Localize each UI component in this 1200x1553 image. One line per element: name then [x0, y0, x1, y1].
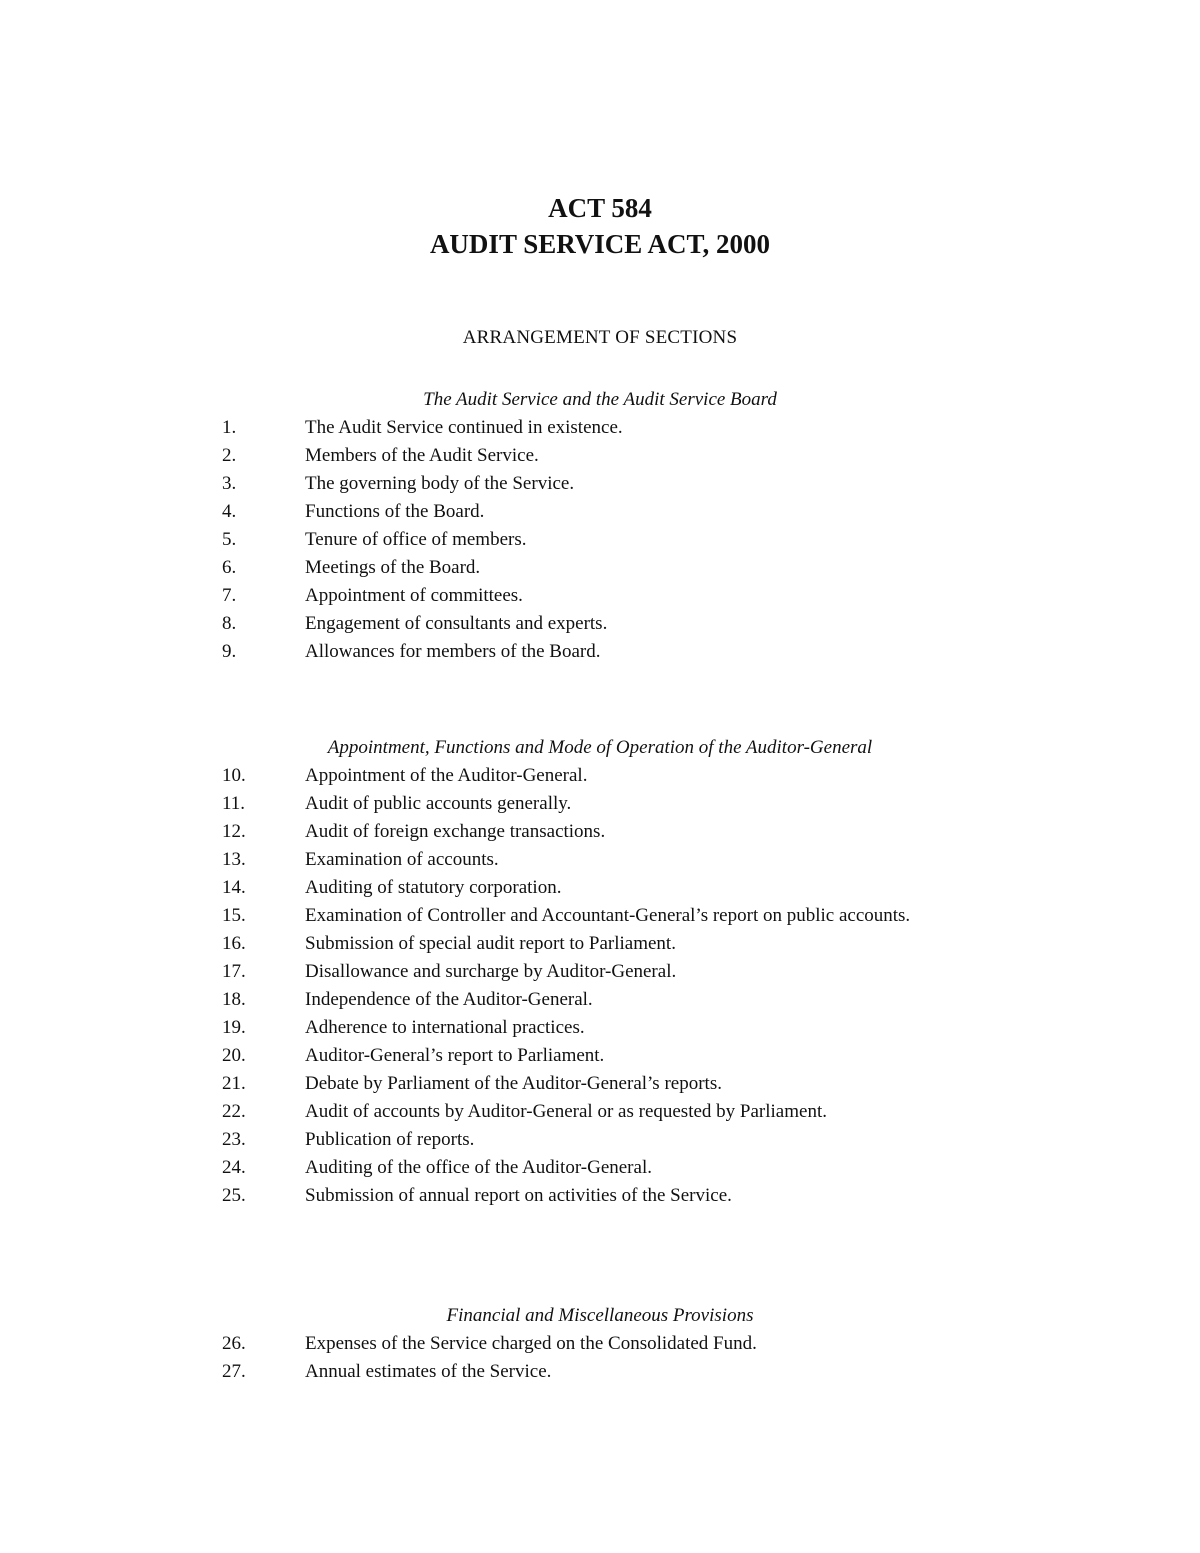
section-item: [0, 582, 1200, 610]
section-number: 19.: [222, 1017, 246, 1038]
part-section-group: [0, 386, 1200, 666]
section-item: [0, 986, 1200, 1014]
part-heading: The Audit Service and the Audit Service Board: [423, 389, 777, 410]
section-item: [0, 846, 1200, 874]
section-number: 1.: [222, 417, 237, 438]
section-number: 23.: [222, 1129, 246, 1150]
title-block: [0, 190, 1200, 262]
section-title: Submission of special audit report to Parliament.: [305, 933, 676, 954]
section-title: Engagement of consultants and experts.: [305, 613, 608, 634]
act-title: AUDIT SERVICE ACT, 2000: [429, 229, 771, 259]
section-item: [0, 1126, 1200, 1154]
section-number: 27.: [222, 1361, 246, 1382]
section-title: Appointment of the Auditor-General.: [305, 765, 588, 786]
section-title: Meetings of the Board.: [305, 557, 481, 578]
section-number: 20.: [222, 1045, 246, 1066]
section-number: 7.: [222, 585, 237, 606]
section-item: [0, 470, 1200, 498]
part-heading: Appointment, Functions and Mode of Operation of the Auditor-General: [327, 737, 873, 758]
section-item: [0, 1358, 1200, 1386]
section-number: 13.: [222, 849, 246, 870]
section-title: Tenure of office of members.: [305, 529, 527, 550]
section-number: 5.: [222, 529, 237, 550]
act-number: ACT 584: [548, 193, 652, 223]
part-section-group: [0, 1302, 1200, 1386]
section-title: Audit of accounts by Auditor-General or as requested by Parliament.: [305, 1101, 827, 1122]
section-title: Examination of accounts.: [305, 849, 499, 870]
part-section-group: [0, 734, 1200, 1210]
section-item: [0, 818, 1200, 846]
section-item: [0, 874, 1200, 902]
section-item: [0, 554, 1200, 582]
section-item: [0, 414, 1200, 442]
section-title: Adherence to international practices.: [305, 1017, 585, 1038]
section-number: 3.: [222, 473, 237, 494]
section-item: [0, 1042, 1200, 1070]
section-item: [0, 498, 1200, 526]
section-title: Publication of reports.: [305, 1129, 475, 1150]
section-number: 6.: [222, 557, 237, 578]
section-number: 15.: [222, 905, 246, 926]
section-number: 17.: [222, 961, 246, 982]
section-item: [0, 958, 1200, 986]
section-number: 2.: [222, 445, 237, 466]
section-number: 4.: [222, 501, 237, 522]
section-title: Allowances for members of the Board.: [305, 641, 601, 662]
section-item: [0, 442, 1200, 470]
section-title: Auditing of the office of the Auditor-General.: [305, 1157, 652, 1178]
section-number: 18.: [222, 989, 246, 1010]
section-list: [0, 762, 1200, 1210]
section-list: [0, 1330, 1200, 1386]
section-title: Disallowance and surcharge by Auditor-General.: [305, 961, 677, 982]
section-item: [0, 902, 1200, 930]
section-title: Annual estimates of the Service.: [305, 1361, 552, 1382]
section-number: 12.: [222, 821, 246, 842]
section-item: [0, 1182, 1200, 1210]
section-item: [0, 1014, 1200, 1042]
section-title: Independence of the Auditor-General.: [305, 989, 593, 1010]
section-title: Audit of public accounts generally.: [305, 793, 572, 814]
section-item: [0, 610, 1200, 638]
section-number: 14.: [222, 877, 246, 898]
section-item: [0, 790, 1200, 818]
section-title: Debate by Parliament of the Auditor-General’s reports.: [305, 1073, 722, 1094]
section-number: 26.: [222, 1333, 246, 1354]
section-item: [0, 1154, 1200, 1182]
section-item: [0, 930, 1200, 958]
section-list: [0, 414, 1200, 666]
section-number: 9.: [222, 641, 237, 662]
section-title: Auditing of statutory corporation.: [305, 877, 562, 898]
section-item: [0, 526, 1200, 554]
section-title: Auditor-General’s report to Parliament.: [305, 1045, 605, 1066]
section-title: Members of the Audit Service.: [305, 445, 539, 466]
section-item: [0, 1070, 1200, 1098]
arrangement-heading: ARRANGEMENT OF SECTIONS: [462, 327, 738, 348]
section-item: [0, 762, 1200, 790]
section-number: 24.: [222, 1157, 246, 1178]
section-number: 16.: [222, 933, 246, 954]
section-number: 22.: [222, 1101, 246, 1122]
section-title: The Audit Service continued in existence.: [305, 417, 623, 438]
section-title: Functions of the Board.: [305, 501, 485, 522]
section-number: 10.: [222, 765, 246, 786]
section-title: Examination of Controller and Accountant-General’s report on public accounts.: [305, 905, 911, 926]
section-title: Expenses of the Service charged on the Consolidated Fund.: [305, 1333, 757, 1354]
section-number: 11.: [222, 793, 246, 814]
section-item: [0, 1098, 1200, 1126]
section-title: Submission of annual report on activities of the Service.: [305, 1185, 732, 1206]
section-item: [0, 638, 1200, 666]
part-heading: Financial and Miscellaneous Provisions: [446, 1305, 754, 1326]
section-title: Appointment of committees.: [305, 585, 523, 606]
section-number: 25.: [222, 1185, 246, 1206]
section-number: 8.: [222, 613, 237, 634]
section-title: Audit of foreign exchange transactions.: [305, 821, 606, 842]
section-item: [0, 1330, 1200, 1358]
section-number: 21.: [222, 1073, 246, 1094]
section-title: The governing body of the Service.: [305, 473, 575, 494]
